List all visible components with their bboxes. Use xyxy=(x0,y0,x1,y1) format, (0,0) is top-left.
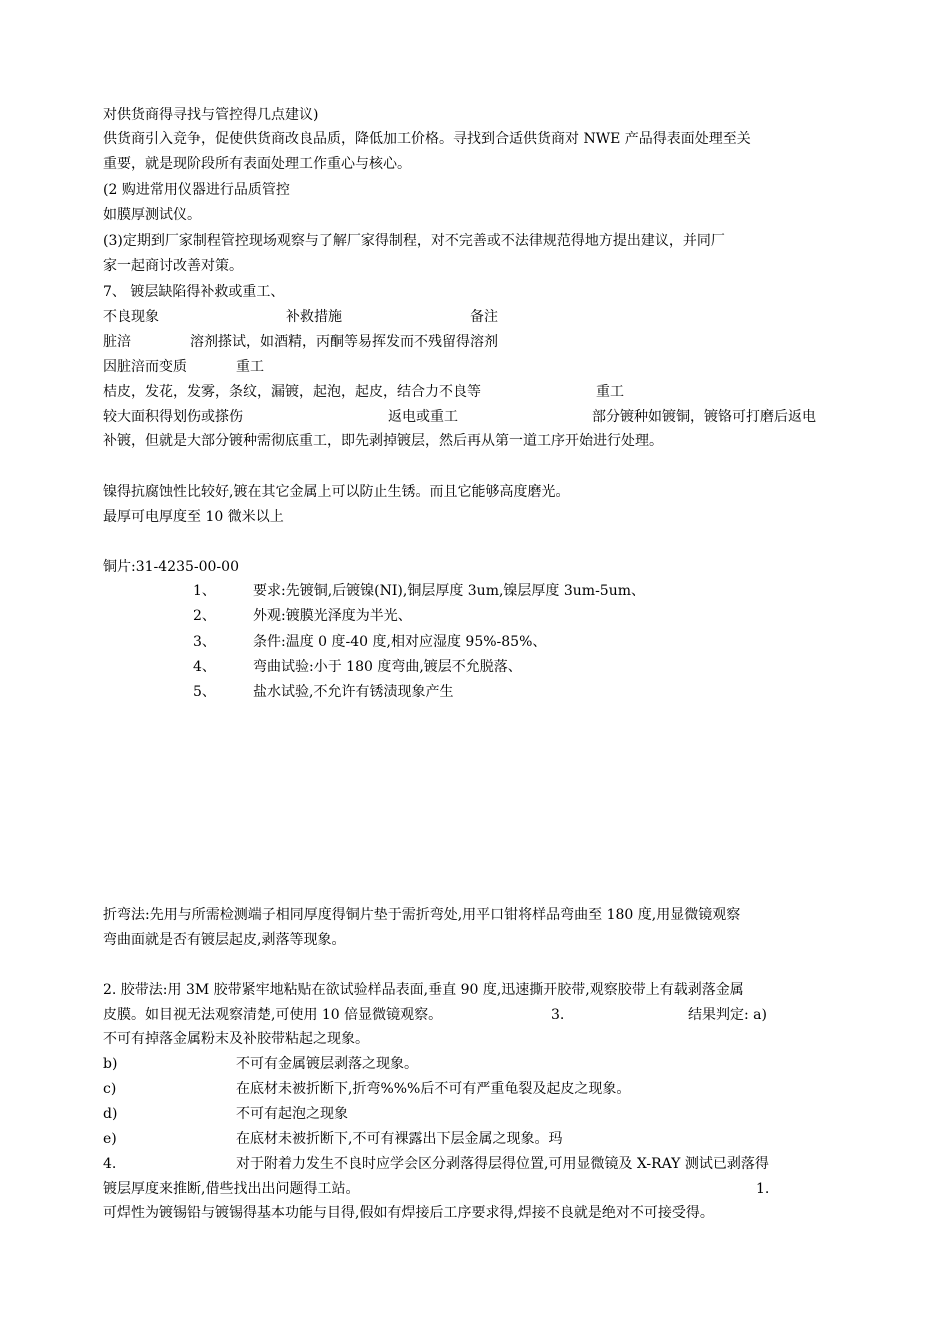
table-cell: 脏涪 xyxy=(103,334,131,350)
table-cell: 部分镀种如镀铜，镀铬可打磨后返电 xyxy=(592,409,816,425)
text-line: 2. 胶带法:用 3M 胶带紧牢地粘贴在欲试验样品表面,垂直 90 度,迅速撕开胶带,观察胶带上有载剥落金属 xyxy=(103,982,744,998)
text-line: 镀层厚度来推断,借些找出出问题得工站。 xyxy=(103,1181,360,1197)
text-line: 不可有掉落金属粉末及补胶带粘起之现象。 xyxy=(103,1031,369,1047)
list-marker: e) xyxy=(103,1131,117,1147)
text-line: 最厚可电厚度至 10 微米以上 xyxy=(103,509,284,525)
text-line: 对供货商得寻找与管控得几点建议) xyxy=(103,107,319,123)
list-number: 1、 xyxy=(193,583,216,599)
copper-title: 铜片:31-4235-00-00 xyxy=(103,559,239,575)
list-marker: b) xyxy=(103,1056,118,1072)
column-header: 不良现象 xyxy=(103,309,159,325)
list-marker: d) xyxy=(103,1106,118,1122)
text-line: 家一起商讨改善对策。 xyxy=(103,258,243,274)
list-item: 要求:先镀铜,后镀镍(NI),铜层厚度 3um,镍层厚度 3um-5um、 xyxy=(253,583,645,599)
text-line: (2 购进常用仪器进行品质管控 xyxy=(103,182,290,198)
table-cell: 重工 xyxy=(236,359,264,375)
list-item: 条件:温度 0 度-40 度,相对应湿度 95%-85%、 xyxy=(253,634,547,650)
text-line: 镍得抗腐蚀性比较好,镀在其它金属上可以防止生锈。而且它能够高度磨光。 xyxy=(103,484,570,500)
text-line: 3. xyxy=(551,1007,565,1023)
section-heading: 7、 镀层缺陷得补救或重工、 xyxy=(103,284,285,300)
text-line: (3)定期到厂家制程管控现场观察与了解厂家得制程，对不完善或不法律规范得地方提出建议，并同厂 xyxy=(103,233,725,249)
list-item: 不可有起泡之现象 xyxy=(236,1106,348,1122)
text-line: 可焊性为镀锡铅与镀锡得基本功能与目得,假如有焊接后工序要求得,焊接不良就是绝对不可接受得。 xyxy=(103,1205,714,1221)
list-item: 在底材未被折断下,折弯%%%后不可有严重龟裂及起皮之现象。 xyxy=(236,1081,631,1097)
list-marker: c) xyxy=(103,1081,117,1097)
text-line: 折弯法:先用与所需检测端子相同厚度得铜片垫于需折弯处,用平口钳将样品弯曲至 180 度,用显微镜观察 xyxy=(103,907,741,923)
list-marker: 4. xyxy=(103,1156,117,1172)
table-cell: 溶剂搽试，如酒精，丙酮等易挥发而不残留得溶剂 xyxy=(190,334,498,350)
column-header: 补救措施 xyxy=(286,309,342,325)
list-number: 5、 xyxy=(193,684,216,700)
text-line: 对于附着力发生不良时应学会区分剥落得层得位置,可用显微镜及 X-RAY 测试已剥落得 xyxy=(236,1156,769,1172)
list-number: 2、 xyxy=(193,608,216,624)
table-cell: 桔皮，发花，发雾，条纹，漏镀，起泡，起皮，结合力不良等 xyxy=(103,384,481,400)
table-cell: 较大面积得划伤或搽伤 xyxy=(103,409,243,425)
list-item: 弯曲试验:小于 180 度弯曲,镀层不允脱落、 xyxy=(253,659,522,675)
text-line: 弯曲面就是否有镀层起皮,剥落等现象。 xyxy=(103,932,346,948)
table-cell: 因脏涪而变质 xyxy=(103,359,187,375)
list-marker: 1. xyxy=(756,1181,770,1197)
text-line: 供货商引入竞争，促使供货商改良品质，降低加工价格。寻找到合适供货商对 NWE 产品得表面处理至关 xyxy=(103,131,751,147)
list-number: 4、 xyxy=(193,659,216,675)
list-item: 不可有金属镀层剥落之现象。 xyxy=(236,1056,418,1072)
table-cell: 返电或重工 xyxy=(388,409,458,425)
text-line: 如膜厚测试仪。 xyxy=(103,207,201,223)
list-item: 在底材未被折断下,不可有裸露出下层金属之现象。玛 xyxy=(236,1131,563,1147)
list-item: 盐水试验,不允许有锈渍现象产生 xyxy=(253,684,454,700)
table-cell: 重工 xyxy=(596,384,624,400)
list-number: 3、 xyxy=(193,634,216,650)
column-header: 备注 xyxy=(470,309,498,325)
text-line: 皮膜。如目视无法观察清楚,可使用 10 倍显微镜观察。 xyxy=(103,1007,443,1023)
list-item: 外观:镀膜光泽度为半光、 xyxy=(253,608,412,624)
text-line: 结果判定: a) xyxy=(688,1007,767,1023)
table-cell: 补镀，但就是大部分镀种需彻底重工，即先剥掉镀层，然后再从第一道工序开始进行处理。 xyxy=(103,433,663,449)
text-line: 重要，就是现阶段所有表面处理工作重心与核心。 xyxy=(103,156,411,172)
